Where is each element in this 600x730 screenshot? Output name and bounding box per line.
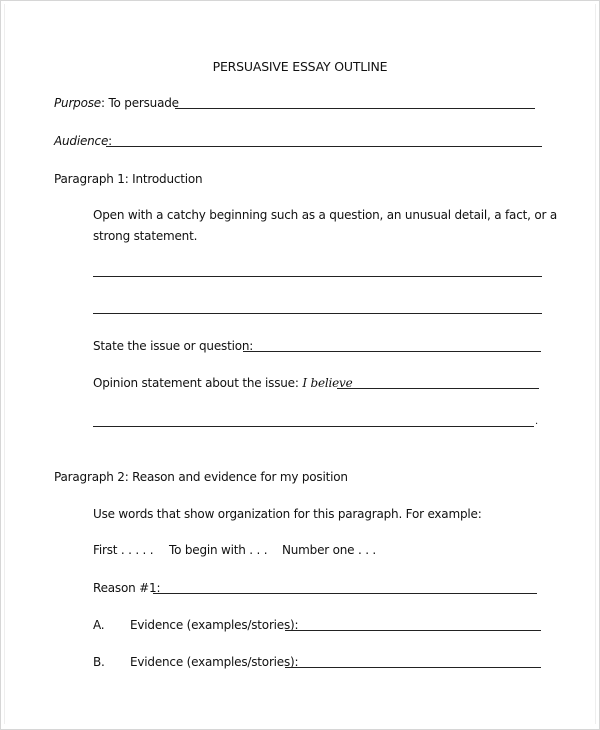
example-to-begin-with: To begin with . . . bbox=[169, 543, 268, 557]
purpose-colon: : bbox=[100, 96, 105, 110]
audience-label: Audience bbox=[54, 134, 109, 148]
evidence-a-blank[interactable] bbox=[285, 630, 541, 631]
evidence-b-label: Evidence (examples/stories): bbox=[130, 655, 299, 669]
audience-row bbox=[54, 134, 112, 149]
evidence-b-marker: B. bbox=[93, 655, 105, 669]
issue-label: State the issue or question: bbox=[93, 339, 254, 353]
opinion-prompt: I believe bbox=[302, 376, 353, 390]
opinion-blank[interactable] bbox=[337, 388, 539, 389]
document-title: PERSUASIVE ESSAY OUTLINE bbox=[212, 59, 388, 74]
purpose-row bbox=[54, 96, 179, 111]
evidence-b-blank[interactable] bbox=[285, 667, 541, 668]
audience-colon: : bbox=[108, 134, 112, 148]
reason1-label: Reason #1: bbox=[93, 581, 161, 595]
issue-blank[interactable] bbox=[243, 351, 541, 352]
evidence-a-marker: A. bbox=[93, 618, 105, 632]
opinion-continuation-blank[interactable] bbox=[93, 426, 534, 427]
reason1-blank[interactable] bbox=[153, 593, 537, 594]
paragraph1-instruction-line1: Open with a catchy beginning such as a question, an unusual detail, a fact, or a bbox=[93, 208, 557, 222]
opinion-label: Opinion statement about the issue: bbox=[93, 376, 303, 390]
paragraph1-instruction-line2: strong statement. bbox=[93, 229, 198, 243]
purpose-label: Purpose bbox=[54, 96, 101, 110]
purpose-value: To persuade bbox=[104, 96, 179, 110]
paragraph2-heading: Paragraph 2: Reason and evidence for my position bbox=[54, 470, 348, 484]
intro-blank-line-1[interactable] bbox=[93, 276, 542, 277]
example-first: First . . . . . bbox=[93, 543, 154, 557]
paragraph2-instruction: Use words that show organization for this paragraph. For example: bbox=[93, 507, 482, 521]
paragraph1-heading: Paragraph 1: Introduction bbox=[54, 172, 203, 186]
audience-blank[interactable] bbox=[106, 146, 542, 147]
opinion-row bbox=[93, 376, 353, 391]
intro-blank-line-2[interactable] bbox=[93, 313, 542, 314]
example-number-one: Number one . . . bbox=[282, 543, 377, 557]
purpose-blank[interactable] bbox=[175, 108, 535, 109]
opinion-end-period: . bbox=[535, 416, 539, 427]
evidence-a-label: Evidence (examples/stories): bbox=[130, 618, 299, 632]
